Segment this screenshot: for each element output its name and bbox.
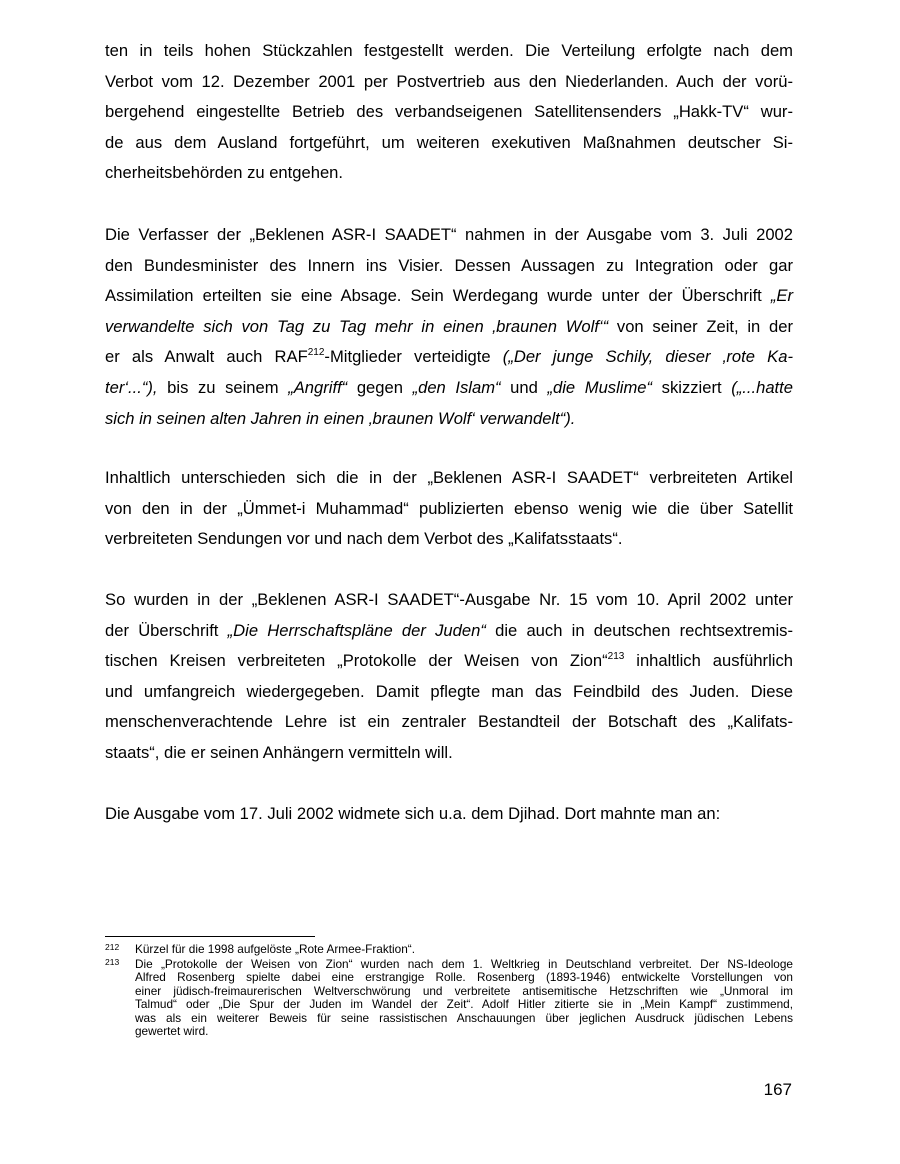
- text-line: [105, 312, 793, 343]
- text-line: den Bundesminister des Innern ins Visier. Dessen Aussagen zu Integration oder gar: [105, 255, 793, 275]
- footnote-212: [105, 943, 793, 956]
- text-line: [105, 281, 793, 312]
- text-span: -Mitglieder verteidigte: [324, 347, 503, 367]
- text-line: ten in teils hohen Stückzahlen festgestellt werden. Die Verteilung erfolgte nach dem: [105, 41, 793, 60]
- text-span: gegen: [347, 377, 413, 397]
- text-line: Inhaltlich unterschieden sich die in der „Beklenen ASR-I SAADET“ verbreiteten Artikel: [105, 468, 793, 487]
- footnote-line: Talmud“ oder „Die Spur der Juden im Wandel der Zeit“. Adolf Hitler zitierte sie in „Mein Kampf“ zustimmend,: [135, 997, 793, 1012]
- text-line: de aus dem Ausland fortgeführt, um weiteren exekutiven Maßnahmen deutscher Si-: [105, 132, 793, 152]
- text-line: Die Verfasser der „Beklenen ASR-I SAADET“ nahmen in der Ausgabe vom 3. Juli 2002: [105, 225, 793, 244]
- text-line: und umfangreich wiedergegeben. Damit pflegte man das Feindbild des Juden. Diese: [105, 681, 793, 701]
- text-span: inhaltlich ausführlich: [624, 651, 793, 671]
- paragraph-1: [105, 36, 793, 189]
- footnote-line: Kürzel für die 1998 aufgelöste „Rote Armee-Fraktion“.: [135, 942, 415, 956]
- footnote-213: [105, 958, 793, 1038]
- text-span: skizziert: [652, 377, 732, 397]
- footnote-line: Alfred Rosenberg spielte dabei eine erstrangige Rolle. Rosenberg (1893-1946) entwickelte Vorstellungen von: [135, 970, 793, 985]
- paragraph-2: [105, 220, 793, 434]
- footnote-ref-212[interactable]: 212: [307, 347, 325, 359]
- quote-span: verwandelte sich von Tag zu Tag mehr in einen ‚braunen Wolf‘“: [105, 316, 609, 336]
- quote-span: „Die Herrschaftspläne der Juden“: [227, 620, 486, 640]
- text-span: bis zu seinem: [157, 377, 289, 397]
- text-line: [105, 373, 793, 404]
- text-line: Die Ausgabe vom 17. Juli 2002 widmete sich u.a. dem Djihad. Dort mahnte man an:: [105, 804, 721, 823]
- text-span: von seiner Zeit, in der: [608, 316, 793, 336]
- text-span: Assimilation erteilten sie eine Absage. Sein Werdegang wurde unter der Überschrift: [105, 286, 771, 306]
- text-line: menschenverachtende Lehre ist ein zentraler Bestandteil der Botschaft des „Kalifats-: [105, 712, 793, 732]
- text-span: er als Anwalt auch RAF: [105, 347, 308, 367]
- quote-span: („...hatte: [731, 377, 793, 397]
- text-line: bergehend eingestellte Betrieb des verbandseigenen Satellitensenders „Hakk-TV“ wur-: [105, 102, 793, 122]
- text-span: tischen Kreisen verbreiteten „Protokolle der Weisen von Zion“: [105, 651, 608, 671]
- text-line: [105, 342, 793, 373]
- text-line: von den in der „Ümmet-i Muhammad“ publizierten ebenso wenig wie die über Satellit: [105, 498, 793, 518]
- text-line: cherheitsbehörden zu entgehen.: [105, 163, 344, 183]
- text-span: und: [500, 377, 548, 397]
- footnote-text: [135, 958, 793, 1038]
- footnote-ref-213[interactable]: 213: [607, 651, 625, 663]
- paragraph-4: [105, 585, 793, 769]
- quote-span: „Er: [770, 286, 793, 306]
- quote-span: („Der junge Schily, dieser ‚rote Ka-: [502, 347, 793, 367]
- footnote-line: was als ein weiterer Beweis für seine rassistischen Anschauungen über jeglichen Ausdruck jüdischen Lebens: [135, 1010, 793, 1025]
- page-number: 167: [763, 1080, 792, 1099]
- footnote-text: [135, 943, 793, 956]
- quote-span: „die Muslime“: [547, 377, 653, 397]
- text-line: verbreiteten Sendungen vor und nach dem Verbot des „Kalifatsstaats“.: [105, 529, 623, 549]
- text-line: Verbot vom 12. Dezember 2001 per Postvertrieb aus den Niederlanden. Auch der vorü-: [105, 71, 793, 91]
- footnote-number: 213: [105, 957, 120, 967]
- quote-span: „Angriff“: [288, 377, 348, 397]
- footnote-line: Die „Protokolle der Weisen von Zion“ wurden nach dem 1. Weltkrieg in Deutschland verbreitet. Der NS-Ideologe: [135, 957, 793, 971]
- text-line: So wurden in der „Beklenen ASR-I SAADET“-Ausgabe Nr. 15 vom 10. April 2002 unter: [105, 590, 793, 609]
- paragraph-3: [105, 463, 793, 555]
- footnote-divider: [105, 936, 315, 937]
- quote-span: „den Islam“: [412, 377, 501, 397]
- paragraph-5: [105, 799, 793, 830]
- text-span: der Überschrift: [105, 620, 228, 640]
- text-line: [105, 616, 793, 647]
- footnote-line: einer jüdisch-freimaurerischen Weltverschwörung und verbreitete antisemitische Hetzschriften wie „Unmoral im: [135, 983, 793, 998]
- text-line: [105, 404, 793, 435]
- text-line: staats“, die er seinen Anhängern vermitteln will.: [105, 742, 453, 762]
- quote-span: ter‘...“),: [105, 377, 158, 397]
- text-line: [105, 646, 793, 677]
- footnote-line: gewertet wird.: [135, 1024, 209, 1039]
- footnote-number: 212: [105, 942, 120, 952]
- text-span: die auch in deutschen rechtsextremis-: [485, 620, 793, 640]
- quote-span: sich in seinen alten Jahren in einen ‚braunen Wolf‘ verwandelt“).: [105, 408, 576, 428]
